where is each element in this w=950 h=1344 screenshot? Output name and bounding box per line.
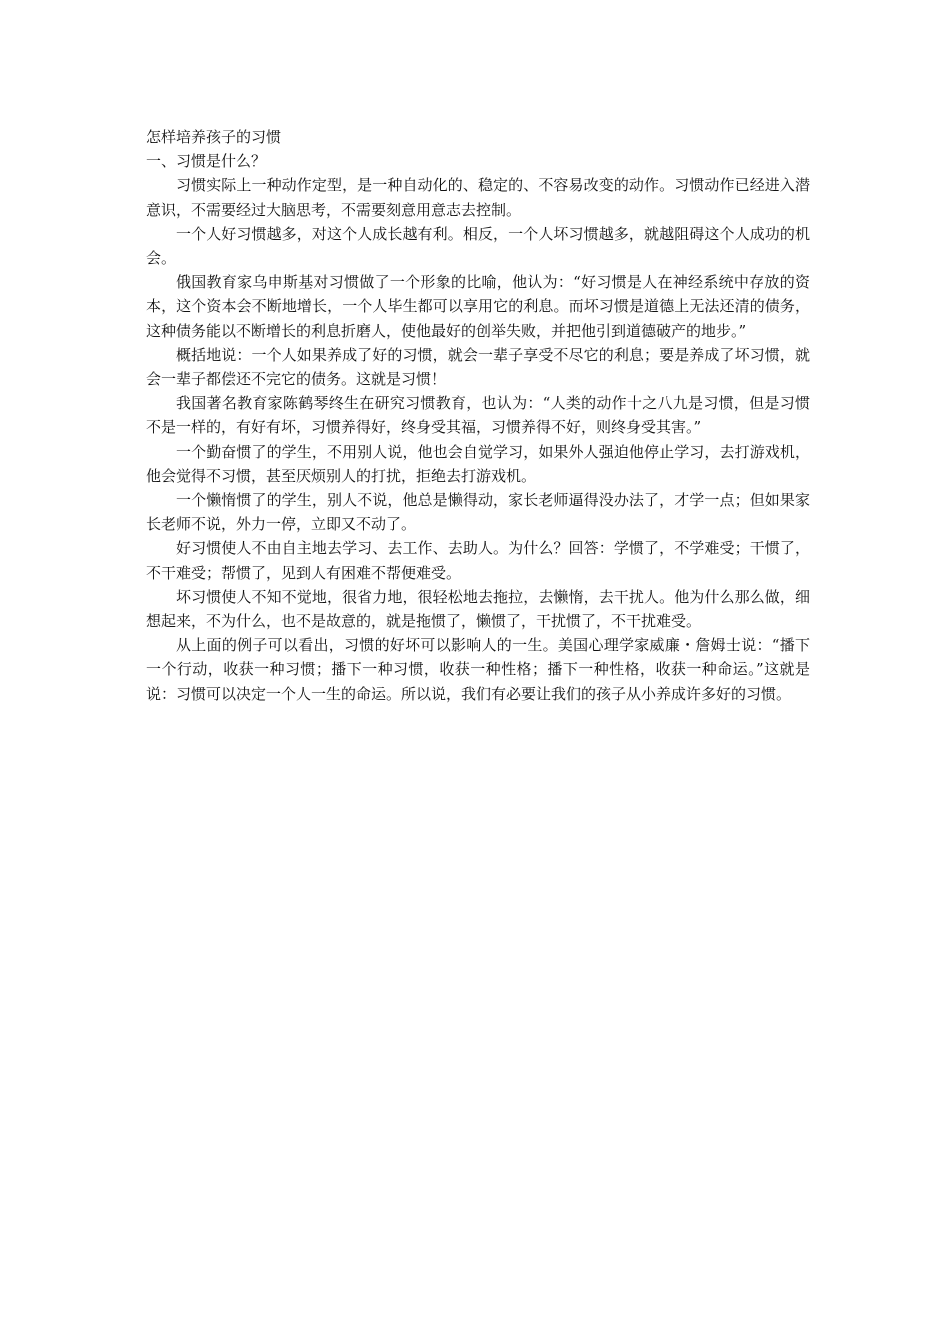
paragraph-8: 好习惯使人不由自主地去学习、去工作、去助人。为什么？回答：学惯了，不学难受；干惯了，不干难受；帮惯了，见到人有困难不帮便难受。 bbox=[146, 539, 810, 582]
document-title: 怎样培养孩子的习惯 bbox=[146, 128, 282, 146]
document-page bbox=[146, 125, 810, 706]
paragraph-9: 坏习惯使人不知不觉地，很省力地，很轻松地去拖拉，去懒惰，去干扰人。他为什么那么做，细想起来，不为什么，也不是故意的，就是拖惯了，懒惯了，干扰惯了，不干扰难受。 bbox=[146, 587, 810, 631]
paragraph-5: 我国著名教育家陈鹤琴终生在研究习惯教育，也认为：“人类的动作十之八九是习惯，但是习惯不是一样的，有好有坏，习惯养得好，终身受其福，习惯养得不好，则终身受其害。” bbox=[146, 394, 810, 437]
paragraph-3: 俄国教育家乌申斯基对习惯做了一个形象的比喻，他认为：“好习惯是人在神经系统中存放的资本，这个资本会不断地增长，一个人毕生都可以享用它的利息。而坏习惯是道德上无法还清的债务，这种债务能以不断增长的利息折磨人，使他最好的创举失败，并把他引到道德破产的地步。” bbox=[146, 273, 810, 340]
paragraph-2: 一个人好习惯越多，对这个人成长越有利。相反，一个人坏习惯越多，就越阻碍这个人成功的机会。 bbox=[146, 224, 810, 268]
paragraph-10: 从上面的例子可以看出，习惯的好坏可以影响人的一生。美国心理学家威廉・詹姆士说：“播下一个行动，收获一种习惯；播下一种习惯，收获一种性格；播下一种性格，收获一种命运。”这就是说：习惯可以决定一个人一生的命运。所以说，我们有必要让我们的孩子从小养成许多好的习惯。 bbox=[146, 636, 810, 703]
section-heading: 一、习惯是什么？ bbox=[146, 152, 267, 171]
paragraph-1: 习惯实际上一种动作定型，是一种自动化的、稳定的、不容易改变的动作。习惯动作已经进入潜意识，不需要经过大脑思考，不需要刻意用意志去控制。 bbox=[146, 176, 810, 219]
paragraph-7: 一个懒惰惯了的学生，别人不说，他总是懒得动，家长老师逼得没办法了，才学一点；但如果家长老师不说，外力一停，立即又不动了。 bbox=[146, 491, 810, 534]
paragraph-6: 一个勤奋惯了的学生，不用别人说，他也会自觉学习，如果外人强迫他停止学习，去打游戏机，他会觉得不习惯，甚至厌烦别人的打扰，拒绝去打游戏机。 bbox=[146, 442, 810, 485]
paragraph-4: 概括地说：一个人如果养成了好的习惯，就会一辈子享受不尽它的利息；要是养成了坏习惯，就会一辈子都偿还不完它的债务。这就是习惯！ bbox=[146, 345, 810, 389]
